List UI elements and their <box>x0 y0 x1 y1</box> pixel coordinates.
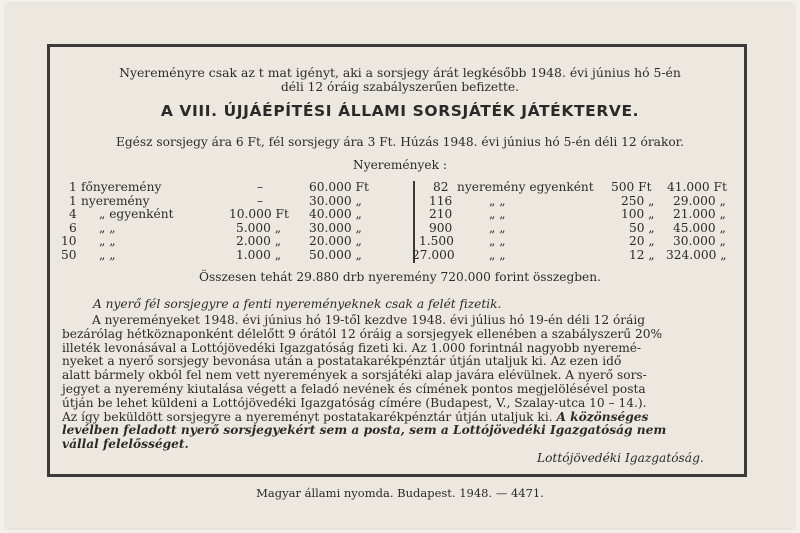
prize-row: 50 „ „ 1.000 „ 50.000 „ 27.000 „ „ 12 „ 324.000 „ <box>61 247 727 262</box>
prize-summary: Összesen tehát 29.880 drb nyeremény 720.000 forint összegben. <box>199 270 601 284</box>
prize-row: 10 „ „ 2.000 „ 20.000 „ 1.500 „ „ 20 „ 30.000 „ <box>61 234 726 249</box>
header-line-2: déli 12 óráig szabályszerűen befizette. <box>280 80 520 94</box>
prize-row: 1 főnyeremény – 60.000 Ft 82 nyeremény egyenként 500 Ft 41.000 Ft <box>69 180 727 194</box>
header-line-1: Nyereményre csak az t mat igényt, aki a sorsjegy árát legkésőbb 1948. évi június hó 5-én <box>119 65 681 80</box>
prize-table <box>59 180 739 262</box>
printer-imprint: Magyar állami nyomda. Budapest. 1948. — 4471. <box>256 486 544 500</box>
issuer-signature: Lottójövedéki Igazgatóság. <box>537 451 704 465</box>
document-title: A VIII. ÚJJÁÉPÍTÉSI ÁLLAMI SORSJÁTÉK JÁTÉKTERVE. <box>160 102 640 120</box>
half-ticket-note: A nyerő fél sorsjegyre a fenti nyereményeknek csak a felét fizetik. <box>93 297 502 311</box>
prize-row: 4 „ egyenként 10.000 Ft 40.000 „ 210 „ „ 100 „ 21.000 „ <box>69 207 726 222</box>
price-line: Egész sorsjegy ára 6 Ft, fél sorsjegy ára 3 Ft. Húzás 1948. évi június hó 5-én déli 12 órakor. <box>115 135 685 149</box>
prizes-heading: Nyeremények : <box>353 158 447 172</box>
prize-row: 1 nyeremény – 30.000 „ 116 „ „ 250 „ 29.000 „ <box>69 193 726 208</box>
prize-row: 6 „ „ 5.000 „ 30.000 „ 900 „ „ 50 „ 45.000 „ <box>69 220 726 235</box>
payout-terms: A nyereményeket 1948. évi június hó 19-től kezdve 1948. évi július hó 19-én déli 12 óráig bezárólag hétköznaponként délelőtt 9 órától 12 óráig a sorsjegyek ellenében a szabályszerű 20% illeték levonásával a Lottójövedéki Igazgatóság fizeti ki. Az 1.000 forintnál nagyobb nyeremé- nyeket a nyerő sorsjegy bevonása után a postatakarékpénztár útján utaljuk ki. Az ezen idő alatt bármely okból fel nem vett nyeremények a sorsjátéki alap javára elévülnek. A nyerő sors- jegyet a nyeremény kiutalása végett a feladó nevének és címének pontos megjelölésével posta útján be lehet küldeni a Lottójövedéki Igazgatóság címére (Budapest, V., Szalay-utca 10 – 14.). Az így beküldött sorsjegyre a nyereményt postatakarékpénztár útján utaljuk ki. A közönséges levélben feladott nyerő sorsjegyekért sem a posta, sem a Lottójövedéki Igazgatóság nem vállal felelősséget. <box>62 313 667 452</box>
